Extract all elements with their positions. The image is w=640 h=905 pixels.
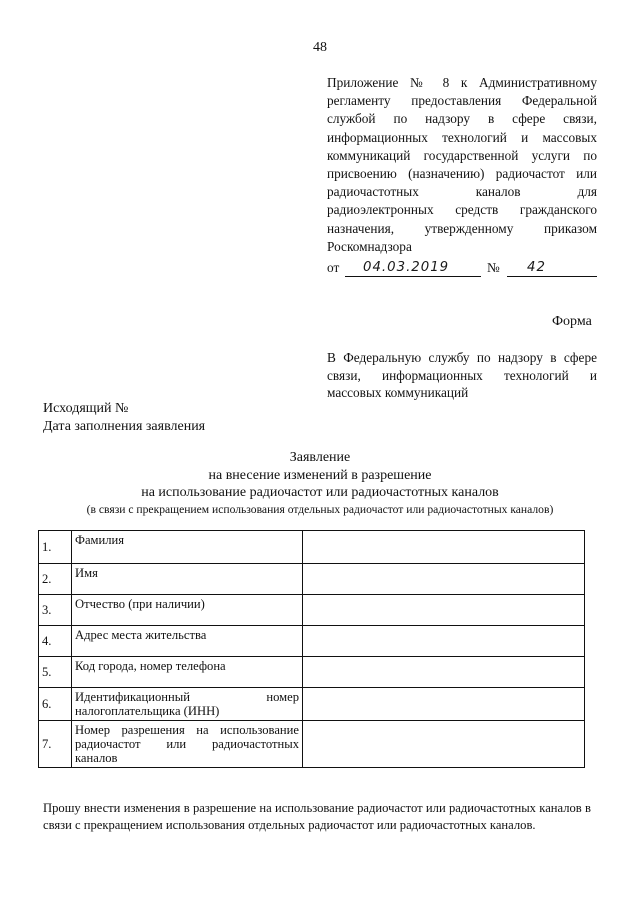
- patronymic-field[interactable]: [303, 595, 585, 626]
- row-label: Номер разрешения на использование радиочастот или радиочастотных каналов: [72, 721, 303, 768]
- date-prefix-label: от: [327, 259, 340, 275]
- number-underline: [507, 259, 597, 277]
- title-subtitle: (в связи с прекращением использования отдельных радиочастот или радиочастотных каналов): [86, 502, 554, 516]
- form-label: Форма: [552, 314, 592, 329]
- table-row: [39, 531, 585, 564]
- table-row: [39, 595, 585, 626]
- approval-text: Приложение № 8 к Административному регламенту предоставления Федеральной службой по надзору в сфере связи, информационных технологий и массовых коммуникаций государственной услуги по присвоению (назначению) радиочастот или радиочастотных каналов для радиоэлектронных средств гражданского назначения, утвержденному приказом Роскомнадзора: [327, 75, 597, 254]
- row-number: 6.: [39, 688, 72, 721]
- outgoing-block: [43, 400, 205, 435]
- title-line-1: Заявление: [289, 450, 351, 465]
- title-line-2: на внесение изменений в разрешение: [208, 467, 432, 483]
- row-number: 7.: [39, 721, 72, 768]
- row-number: 3.: [39, 595, 72, 626]
- row-label: Отчество (при наличии): [72, 595, 303, 626]
- addressee: В Федеральную службу по надзору в сфере связи, информационных технологий и массовых коммуникаций: [327, 350, 597, 400]
- handwritten-date: 04.03.2019: [363, 259, 450, 275]
- handwritten-number: 42: [527, 259, 546, 275]
- row-number: 5.: [39, 657, 72, 688]
- document-title: [0, 449, 640, 518]
- title-line-3: на использование радиочастот или радиочастотных каналов: [141, 485, 499, 500]
- first-name-field[interactable]: [303, 564, 585, 595]
- row-label: Имя: [72, 564, 303, 595]
- address-field[interactable]: [303, 626, 585, 657]
- row-label: Адрес места жительства: [72, 626, 303, 657]
- row-label: Код города, номер телефона: [72, 657, 303, 688]
- outgoing-number-label: Исходящий №: [43, 401, 129, 416]
- row-label: Фамилия: [72, 531, 303, 564]
- approval-block: [327, 74, 597, 280]
- table-row: [39, 688, 585, 721]
- fill-date-label: Дата заполнения заявления: [43, 418, 206, 434]
- row-number: 2.: [39, 564, 72, 595]
- table-row: [39, 721, 585, 768]
- row-number: 1.: [39, 531, 72, 564]
- surname-field[interactable]: [303, 531, 585, 564]
- row-number: 4.: [39, 626, 72, 657]
- applicant-table: [38, 530, 585, 768]
- row-label: Идентификационный номер налогоплательщика (ИНН): [72, 688, 303, 721]
- phone-field[interactable]: [303, 657, 585, 688]
- table-row: [39, 657, 585, 688]
- page-number: 48: [313, 40, 327, 55]
- number-label: №: [487, 259, 500, 275]
- approval-date-line: [327, 258, 597, 280]
- table-row: [39, 564, 585, 595]
- table-row: [39, 626, 585, 657]
- request-paragraph: Прошу внести изменения в разрешение на использование радиочастот или радиочастотных каналов в связи с прекращением использования отдельных радиочастот или радиочастотных каналов.: [43, 801, 591, 832]
- permit-number-field[interactable]: [303, 721, 585, 768]
- inn-field[interactable]: [303, 688, 585, 721]
